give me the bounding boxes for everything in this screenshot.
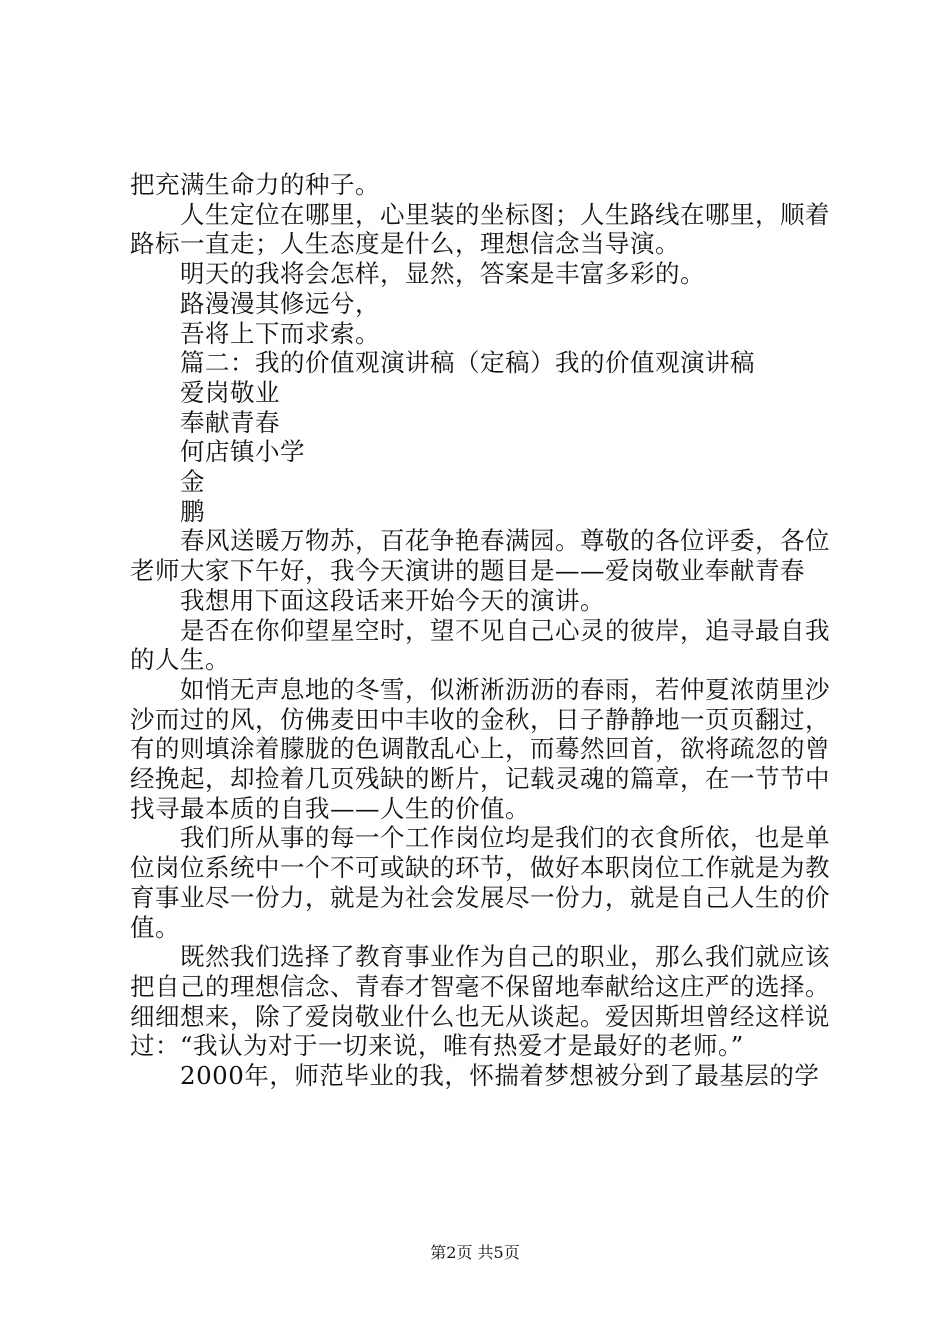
paragraph: 2000年，师范毕业的我，怀揣着梦想被分到了最基层的学	[180, 1061, 820, 1091]
paragraph: 我们所从事的每一个工作岗位均是我们的衣食所依，也是单位岗位系统中一个不可或缺的环节，做好本职岗位工作就是为教育事业尽一份力，就是为社会发展尽一份力，就是自己人生的价值。	[130, 823, 830, 942]
paragraph: 我想用下面这段话来开始今天的演讲。	[180, 585, 605, 615]
paragraph: 如悄无声息地的冬雪，似淅淅沥沥的春雨，若仲夏浓荫里沙沙而过的风，仿佛麦田中丰收的金秋，日子静静地一页页翻过，有的则填涂着朦胧的色调散乱心上，而蓦然回首，欲将疏忽的曾经挽起，却捡着几页残缺的断片，记载灵魂的篇章，在一节节中找寻最本质的自我——人生的价值。	[130, 674, 830, 823]
paragraph: 既然我们选择了教育事业作为自己的职业，那么我们就应该把自己的理想信念、青春才智毫不保留地奉献给这庄严的选择。细细想来，除了爱岗敬业什么也无从谈起。爱因斯坦曾经这样说过：“我认为对于一切来说，唯有热爱才是最好的老师。”	[130, 942, 830, 1061]
paragraph: 路漫漫其修远兮，	[180, 288, 380, 318]
paragraph: 吾将上下而求索。	[180, 318, 380, 348]
page-footer: 第2页 共5页	[430, 1243, 520, 1262]
paragraph: 金	[180, 467, 205, 497]
paragraph: 把充满生命力的种子。	[130, 170, 380, 199]
document-body	[130, 170, 830, 1091]
paragraph: 人生定位在哪里，心里装的坐标图；人生路线在哪里，顺着路标一直走；人生态度是什么，理想信念当导演。	[130, 199, 830, 259]
paragraph: 明天的我将会怎样，显然，答案是丰富多彩的。	[180, 259, 705, 289]
paragraph: 鹏	[180, 496, 205, 526]
paragraph: 是否在你仰望星空时，望不见自己心灵的彼岸，追寻最自我的人生。	[130, 615, 830, 675]
paragraph: 爱岗敬业	[180, 377, 280, 407]
paragraph: 奉献青春	[180, 407, 280, 437]
paragraph: 何店镇小学	[180, 437, 305, 467]
paragraph: 春风送暖万物苏，百花争艳春满园。尊敬的各位评委，各位老师大家下午好，我今天演讲的题目是——爱岗敬业奉献青春	[130, 526, 830, 586]
paragraph: 篇二：我的价值观演讲稿（定稿）我的价值观演讲稿	[180, 348, 755, 378]
